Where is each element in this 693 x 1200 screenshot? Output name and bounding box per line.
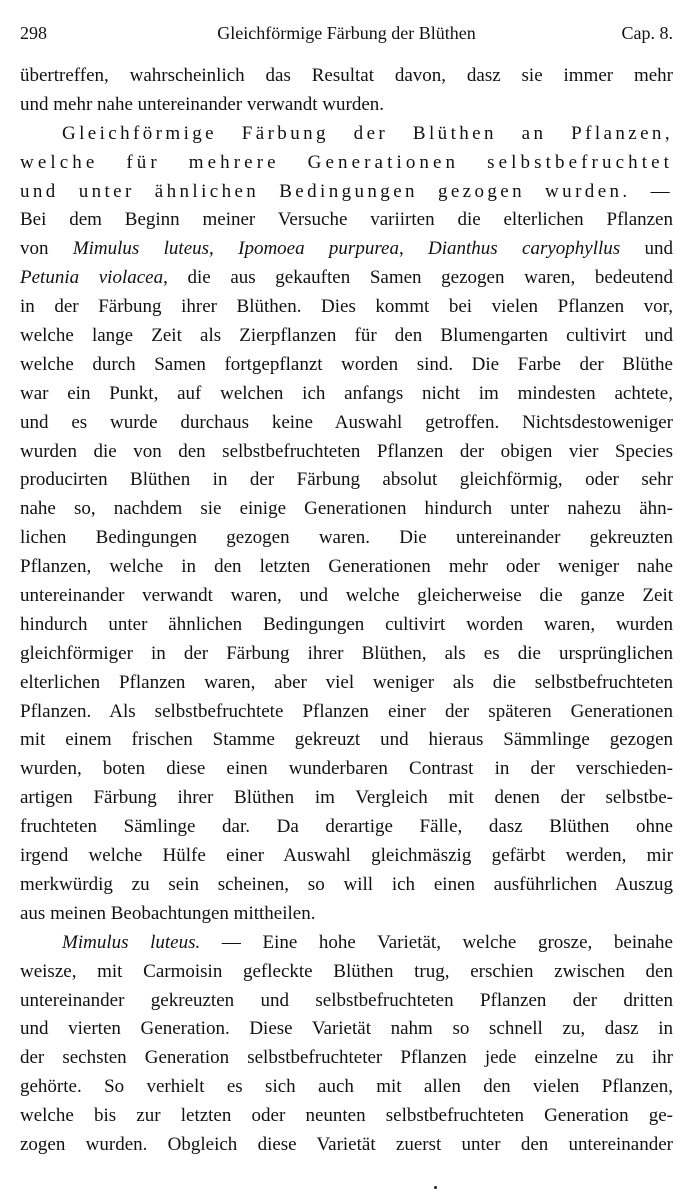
text-line: wurden, boten diese einen wunderbaren Contrast in der verschieden- xyxy=(20,758,673,780)
text-line: übertreffen, wahrscheinlich das Resultat davon, dasz sie immer mehr xyxy=(20,65,673,86)
text-line: mit einem frischen Stamme gekreuzt und hieraus Sämmlinge gezogen xyxy=(20,729,673,751)
text-line: fruchteten Sämlinge dar. Da derartige Fälle, dasz Blüthen ohne xyxy=(20,816,673,838)
text-line xyxy=(20,235,673,264)
heading-fragment: und unter ähnlichen Bedingungen gezogen wurden. — xyxy=(20,180,673,202)
text-line: zogen wurden. Obgleich diese Varietät zuerst unter den untereinander xyxy=(20,1133,673,1155)
text-line: wurden die von den selbstbefruchteten Pflanzen der obigen vier Species xyxy=(20,440,673,462)
running-header xyxy=(20,20,673,46)
section-heading-line: welche für mehrere Generationen selbstbefruchtet xyxy=(20,151,673,173)
text-line: irgend welche Hülfe einer Auswahl gleichmäszig gefärbt werden, mir xyxy=(20,845,673,867)
species-name: Ipomoea purpurea xyxy=(238,238,399,260)
print-speck xyxy=(434,1186,437,1189)
text-line: producirten Blüthen in der Färbung absolut gleichförmig, oder sehr xyxy=(20,469,673,491)
text-line: und vierten Generation. Diese Varietät nahm so schnell zu, dasz in xyxy=(20,1018,673,1040)
page-number: 298 xyxy=(20,23,47,43)
species-name: Mimulus luteus xyxy=(72,238,210,260)
text-line: Pflanzen. Als selbstbefruchtete Pflanzen einer der späteren Generationen xyxy=(20,700,673,722)
species-name: Mimulus luteus. xyxy=(62,931,201,953)
text-line: lichen Bedingungen gezogen waren. Die untereinander gekreuzten xyxy=(20,527,673,549)
text-fragment: , die aus gekauften Samen gezogen waren, bedeutend xyxy=(163,267,673,289)
text-line xyxy=(20,929,673,958)
section-heading-line: Gleichförmige Färbung der Blüthen an Pflanzen, xyxy=(62,122,673,144)
body-text xyxy=(20,62,673,1160)
text-line: und es wurde durchaus keine Auswahl getroffen. Nichtsdestoweniger xyxy=(20,411,673,433)
text-fragment: , xyxy=(398,238,429,260)
text-line: und mehr nahe untereinander verwandt wurden. xyxy=(20,93,385,115)
running-title: Gleichförmige Färbung der Blüthen xyxy=(217,23,476,43)
species-name: Dianthus caryophyllus xyxy=(428,238,621,260)
text-line: Bei dem Beginn meiner Versuche variirten die elterlichen Pflanzen xyxy=(20,209,673,231)
text-line: nahe so, nachdem sie einige Generationen hindurch unter nahezu ähn- xyxy=(20,498,673,520)
text-line xyxy=(20,264,673,293)
text-line: welche bis zur letzten oder neunten selbstbefruchteten Generation ge- xyxy=(20,1105,673,1127)
text-line: merkwürdig zu sein scheinen, so will ich einen ausführlichen Auszug xyxy=(20,873,673,895)
text-line: gehörte. So verhielt es sich auch mit allen den vielen Pflanzen, xyxy=(20,1076,673,1098)
text-fragment: von xyxy=(20,238,73,260)
text-line: aus meinen Beobachtungen mittheilen. xyxy=(20,902,316,924)
text-line: welche lange Zeit als Zierpflanzen für den Blumengarten cultivirt und xyxy=(20,325,673,347)
text-line: welche durch Samen fortgepflanzt worden sind. Die Farbe der Blüthe xyxy=(20,353,673,375)
text-line: untereinander verwandt waren, und welche gleicherweise die ganze Zeit xyxy=(20,585,673,607)
text-line: in der Färbung ihrer Blüthen. Dies kommt bei vielen Pflanzen vor, xyxy=(20,296,673,318)
text-line: hindurch unter ähnlichen Bedingungen cultivirt worden waren, wurden xyxy=(20,613,673,635)
text-fragment: und xyxy=(620,238,673,260)
species-name: Petunia violacea xyxy=(20,267,164,289)
text-line: artigen Färbung ihrer Blüthen im Vergleich mit denen der selbstbe- xyxy=(20,787,673,809)
text-line: Pflanzen, welche in den letzten Generationen mehr oder weniger nahe xyxy=(20,556,673,578)
text-line: der sechsten Generation selbstbefruchteter Pflanzen jede einzelne zu ihr xyxy=(20,1047,673,1069)
text-fragment: , xyxy=(209,238,239,260)
text-line: elterlichen Pflanzen waren, aber viel weniger als die selbstbefruchteten xyxy=(20,671,673,693)
text-fragment: — Eine hohe Varietät, welche grosze, beinahe xyxy=(200,931,673,953)
text-line: untereinander gekreuzten und selbstbefruchteten Pflanzen der dritten xyxy=(20,989,673,1011)
text-line: gleichförmiger in der Färbung ihrer Blüthen, als es die ursprünglichen xyxy=(20,642,673,664)
chapter-label: Cap. 8. xyxy=(621,23,673,43)
text-line: war ein Punkt, auf welchen ich anfangs nicht im mindesten achtete, xyxy=(20,382,673,404)
text-line: weisze, mit Carmoisin gefleckte Blüthen trug, erschien zwischen den xyxy=(20,960,673,982)
section-heading-line xyxy=(20,178,673,207)
